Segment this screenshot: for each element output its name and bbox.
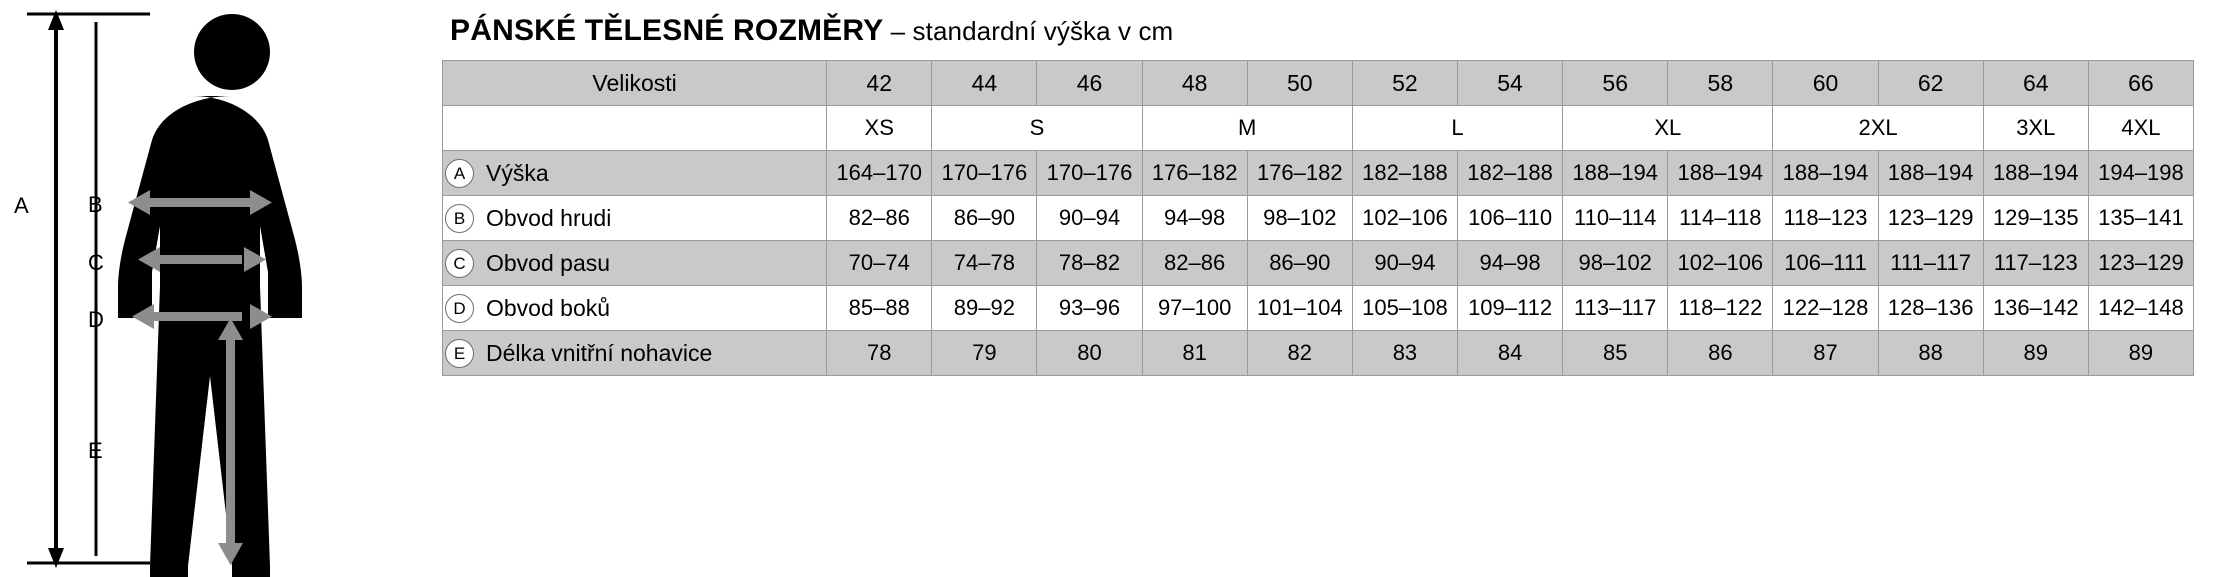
- arrow-a: [48, 10, 64, 568]
- cell-b-62: 123–129: [1878, 196, 1983, 241]
- cell-a-52: 182–188: [1352, 151, 1457, 196]
- cell-d-56: 113–117: [1563, 286, 1668, 331]
- cell-d-42: 85–88: [827, 286, 932, 331]
- cell-d-62: 128–136: [1878, 286, 1983, 331]
- row-label-e: [443, 331, 827, 376]
- size-col-64: 64: [1983, 61, 2088, 106]
- cell-b-42: 82–86: [827, 196, 932, 241]
- row-letter-d-badge: D: [445, 294, 474, 323]
- cell-c-58: 102–106: [1668, 241, 1773, 286]
- row-letter-c-badge: C: [445, 249, 474, 278]
- row-label-b-text: Obvod hrudi: [486, 204, 612, 231]
- cell-e-52: 83: [1352, 331, 1457, 376]
- cell-b-54: 106–110: [1458, 196, 1563, 241]
- row-label-a-text: Výška: [486, 159, 549, 186]
- size-col-42: 42: [827, 61, 932, 106]
- row-label-d-text: Obvod boků: [486, 294, 611, 321]
- page-title-sub: – standardní výška v cm: [883, 16, 1174, 46]
- page-title: [450, 16, 2232, 46]
- size-col-48: 48: [1142, 61, 1247, 106]
- size-col-44: 44: [932, 61, 1037, 106]
- cell-a-66: 194–198: [2088, 151, 2193, 196]
- row-label-d: [443, 286, 827, 331]
- cell-e-60: 87: [1773, 331, 1878, 376]
- cell-a-44: 170–176: [932, 151, 1037, 196]
- cell-c-50: 86–90: [1247, 241, 1352, 286]
- cell-a-62: 188–194: [1878, 151, 1983, 196]
- cell-a-54: 182–188: [1458, 151, 1563, 196]
- cell-e-62: 88: [1878, 331, 1983, 376]
- cell-e-42: 78: [827, 331, 932, 376]
- letter-size-3xl: 3XL: [1983, 106, 2088, 151]
- size-col-46: 46: [1037, 61, 1142, 106]
- cell-e-66: 89: [2088, 331, 2193, 376]
- cell-b-50: 98–102: [1247, 196, 1352, 241]
- cell-c-46: 78–82: [1037, 241, 1142, 286]
- figure-label-a: A: [14, 193, 29, 218]
- page-title-main: PÁNSKÉ TĚLESNÉ ROZMĚRY: [450, 14, 884, 47]
- cell-a-46: 170–176: [1037, 151, 1142, 196]
- table-header-letters: [443, 106, 2194, 151]
- size-table: [442, 60, 2194, 376]
- figure-label-b: B: [88, 192, 103, 217]
- cell-d-48: 97–100: [1142, 286, 1247, 331]
- cell-d-66: 142–148: [2088, 286, 2193, 331]
- table-row: [443, 151, 2194, 196]
- cell-c-62: 111–117: [1878, 241, 1983, 286]
- cell-d-52: 105–108: [1352, 286, 1457, 331]
- letter-size-xs: XS: [827, 106, 932, 151]
- cell-d-54: 109–112: [1458, 286, 1563, 331]
- cell-e-48: 81: [1142, 331, 1247, 376]
- cell-a-58: 188–194: [1668, 151, 1773, 196]
- size-col-56: 56: [1563, 61, 1668, 106]
- row-letter-a-badge: A: [445, 159, 474, 188]
- cell-c-48: 82–86: [1142, 241, 1247, 286]
- cell-e-54: 84: [1458, 331, 1563, 376]
- cell-b-48: 94–98: [1142, 196, 1247, 241]
- cell-e-56: 85: [1563, 331, 1668, 376]
- size-col-66: 66: [2088, 61, 2193, 106]
- letter-size-s: S: [932, 106, 1142, 151]
- letter-size-xl: XL: [1563, 106, 1773, 151]
- row-letter-e-badge: E: [445, 339, 474, 368]
- letter-size-4xl: 4XL: [2088, 106, 2193, 151]
- row-label-b: [443, 196, 827, 241]
- figure-label-d: D: [88, 307, 104, 332]
- cell-e-46: 80: [1037, 331, 1142, 376]
- figure-label-e: E: [88, 438, 103, 463]
- size-col-54: 54: [1458, 61, 1563, 106]
- cell-c-60: 106–111: [1773, 241, 1878, 286]
- letter-size-l: L: [1352, 106, 1562, 151]
- table-row: [443, 241, 2194, 286]
- row-label-c: [443, 241, 827, 286]
- row-label-c-text: Obvod pasu: [486, 249, 611, 276]
- cell-e-44: 79: [932, 331, 1037, 376]
- cell-c-54: 94–98: [1458, 241, 1563, 286]
- size-col-50: 50: [1247, 61, 1352, 106]
- letters-empty-cell: [443, 106, 827, 151]
- cell-a-48: 176–182: [1142, 151, 1247, 196]
- cell-c-56: 98–102: [1563, 241, 1668, 286]
- cell-c-42: 70–74: [827, 241, 932, 286]
- cell-e-50: 82: [1247, 331, 1352, 376]
- cell-a-50: 176–182: [1247, 151, 1352, 196]
- cell-b-46: 90–94: [1037, 196, 1142, 241]
- row-label-e-text: Délka vnitřní nohavice: [486, 339, 713, 366]
- cell-b-64: 129–135: [1983, 196, 2088, 241]
- cell-d-46: 93–96: [1037, 286, 1142, 331]
- cell-a-56: 188–194: [1563, 151, 1668, 196]
- cell-a-42: 164–170: [827, 151, 932, 196]
- body-silhouette: [118, 14, 302, 577]
- cell-b-52: 102–106: [1352, 196, 1457, 241]
- body-figure: [0, 0, 440, 577]
- size-col-58: 58: [1668, 61, 1773, 106]
- cell-c-66: 123–129: [2088, 241, 2193, 286]
- cell-a-64: 188–194: [1983, 151, 2088, 196]
- letter-size-2xl: 2XL: [1773, 106, 1983, 151]
- table-header-numeric: [443, 61, 2194, 106]
- cell-b-60: 118–123: [1773, 196, 1878, 241]
- cell-c-44: 74–78: [932, 241, 1037, 286]
- cell-e-58: 86: [1668, 331, 1773, 376]
- figure-svg: [0, 0, 440, 577]
- header-label-text: Velikosti: [592, 69, 677, 96]
- cell-d-50: 101–104: [1247, 286, 1352, 331]
- cell-b-44: 86–90: [932, 196, 1037, 241]
- letter-size-m: M: [1142, 106, 1352, 151]
- size-col-62: 62: [1878, 61, 1983, 106]
- size-col-60: 60: [1773, 61, 1878, 106]
- cell-a-60: 188–194: [1773, 151, 1878, 196]
- cell-b-66: 135–141: [2088, 196, 2193, 241]
- cell-d-44: 89–92: [932, 286, 1037, 331]
- figure-label-c: C: [88, 250, 104, 275]
- table-row: [443, 286, 2194, 331]
- table-row: [443, 331, 2194, 376]
- header-label-cell: [443, 61, 827, 106]
- size-col-52: 52: [1352, 61, 1457, 106]
- row-label-a: [443, 151, 827, 196]
- table-row: [443, 196, 2194, 241]
- cell-d-58: 118–122: [1668, 286, 1773, 331]
- cell-d-60: 122–128: [1773, 286, 1878, 331]
- cell-d-64: 136–142: [1983, 286, 2088, 331]
- cell-e-64: 89: [1983, 331, 2088, 376]
- cell-b-56: 110–114: [1563, 196, 1668, 241]
- cell-c-52: 90–94: [1352, 241, 1457, 286]
- table-area: [442, 16, 2232, 376]
- cell-c-64: 117–123: [1983, 241, 2088, 286]
- cell-b-58: 114–118: [1668, 196, 1773, 241]
- row-letter-b-badge: B: [445, 204, 474, 233]
